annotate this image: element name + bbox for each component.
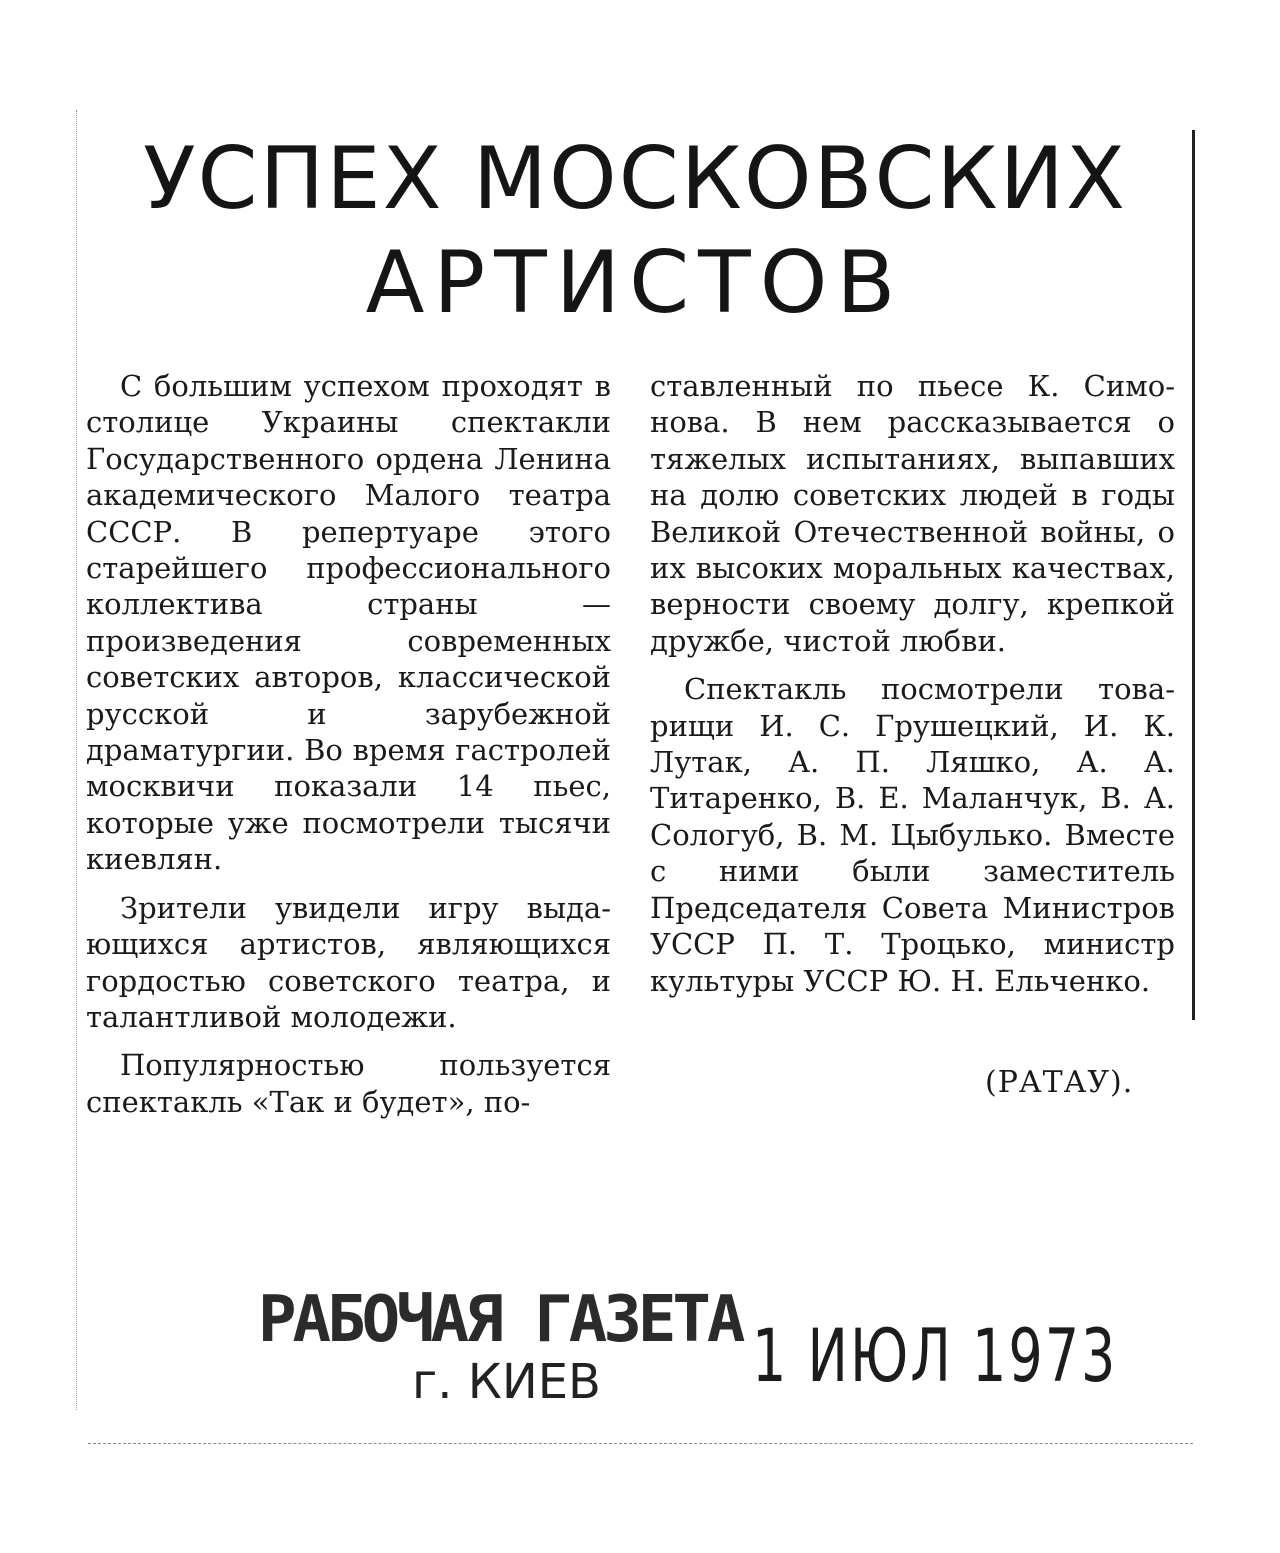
paragraph: Зрители увидели игру выдающихся артистов, являющихся гордостью советского театра, и талантливой молодежи. [86, 890, 611, 1034]
column-rule [1192, 130, 1195, 1020]
bottom-rule [88, 1443, 1193, 1444]
headline-line-1: УСПЕХ МОСКОВСКИХ [143, 129, 1127, 229]
headline-line-2: АРТИСТОВ [365, 233, 905, 333]
stamp-newspaper-name: РАБОЧАЯ ГАЗЕТА [258, 1283, 742, 1357]
paragraph: Популярностью пользуется спектакль «Так и будет», по- [86, 1048, 611, 1119]
paragraph: С большим успехом проходят в столице Украины спектакли Государственного ордена Ленина академического Малого театра СССР. В репертуаре этого старейшего профессионального коллектива страны — произведения современных советских авторов, классической русской и зарубежной драматургии. Во время гастролей москвичи показали 14 пьес, которые уже посмотрели тысячи киевлян. [86, 369, 611, 877]
news-agency-credit: (РАТАУ). [985, 1065, 1134, 1100]
paragraph: ставленный по пьесе К. Симонова. В нем рассказывается о тяжелых испытаниях, выпавших на долю советских людей в годы Великой Отечественной войны, о их высоких моральных качествах, верности своему долгу, крепкой дружбе, чистой любви. [650, 369, 1175, 658]
article-column-left [86, 368, 611, 1132]
left-margin-rule [76, 110, 78, 1410]
article-column-right [650, 368, 1175, 1011]
paragraph: Спектакль посмотрели товарищи И. С. Грушецкий, И. К. Лутак, А. П. Ляшко, А. А. Титаренко, В. Е. Маланчук, В. А. Сологуб, В. М. Цыбулько. Вместе с ними были заместитель Председателя Совета Министров УССР П. Т. Троцько, министр культуры УССР Ю. Н. Ельченко. [650, 672, 1175, 998]
stamp-city: г. КИЕВ [412, 1354, 601, 1410]
stamp-date: 1 ИЮЛ 1973 [752, 1313, 1118, 1399]
